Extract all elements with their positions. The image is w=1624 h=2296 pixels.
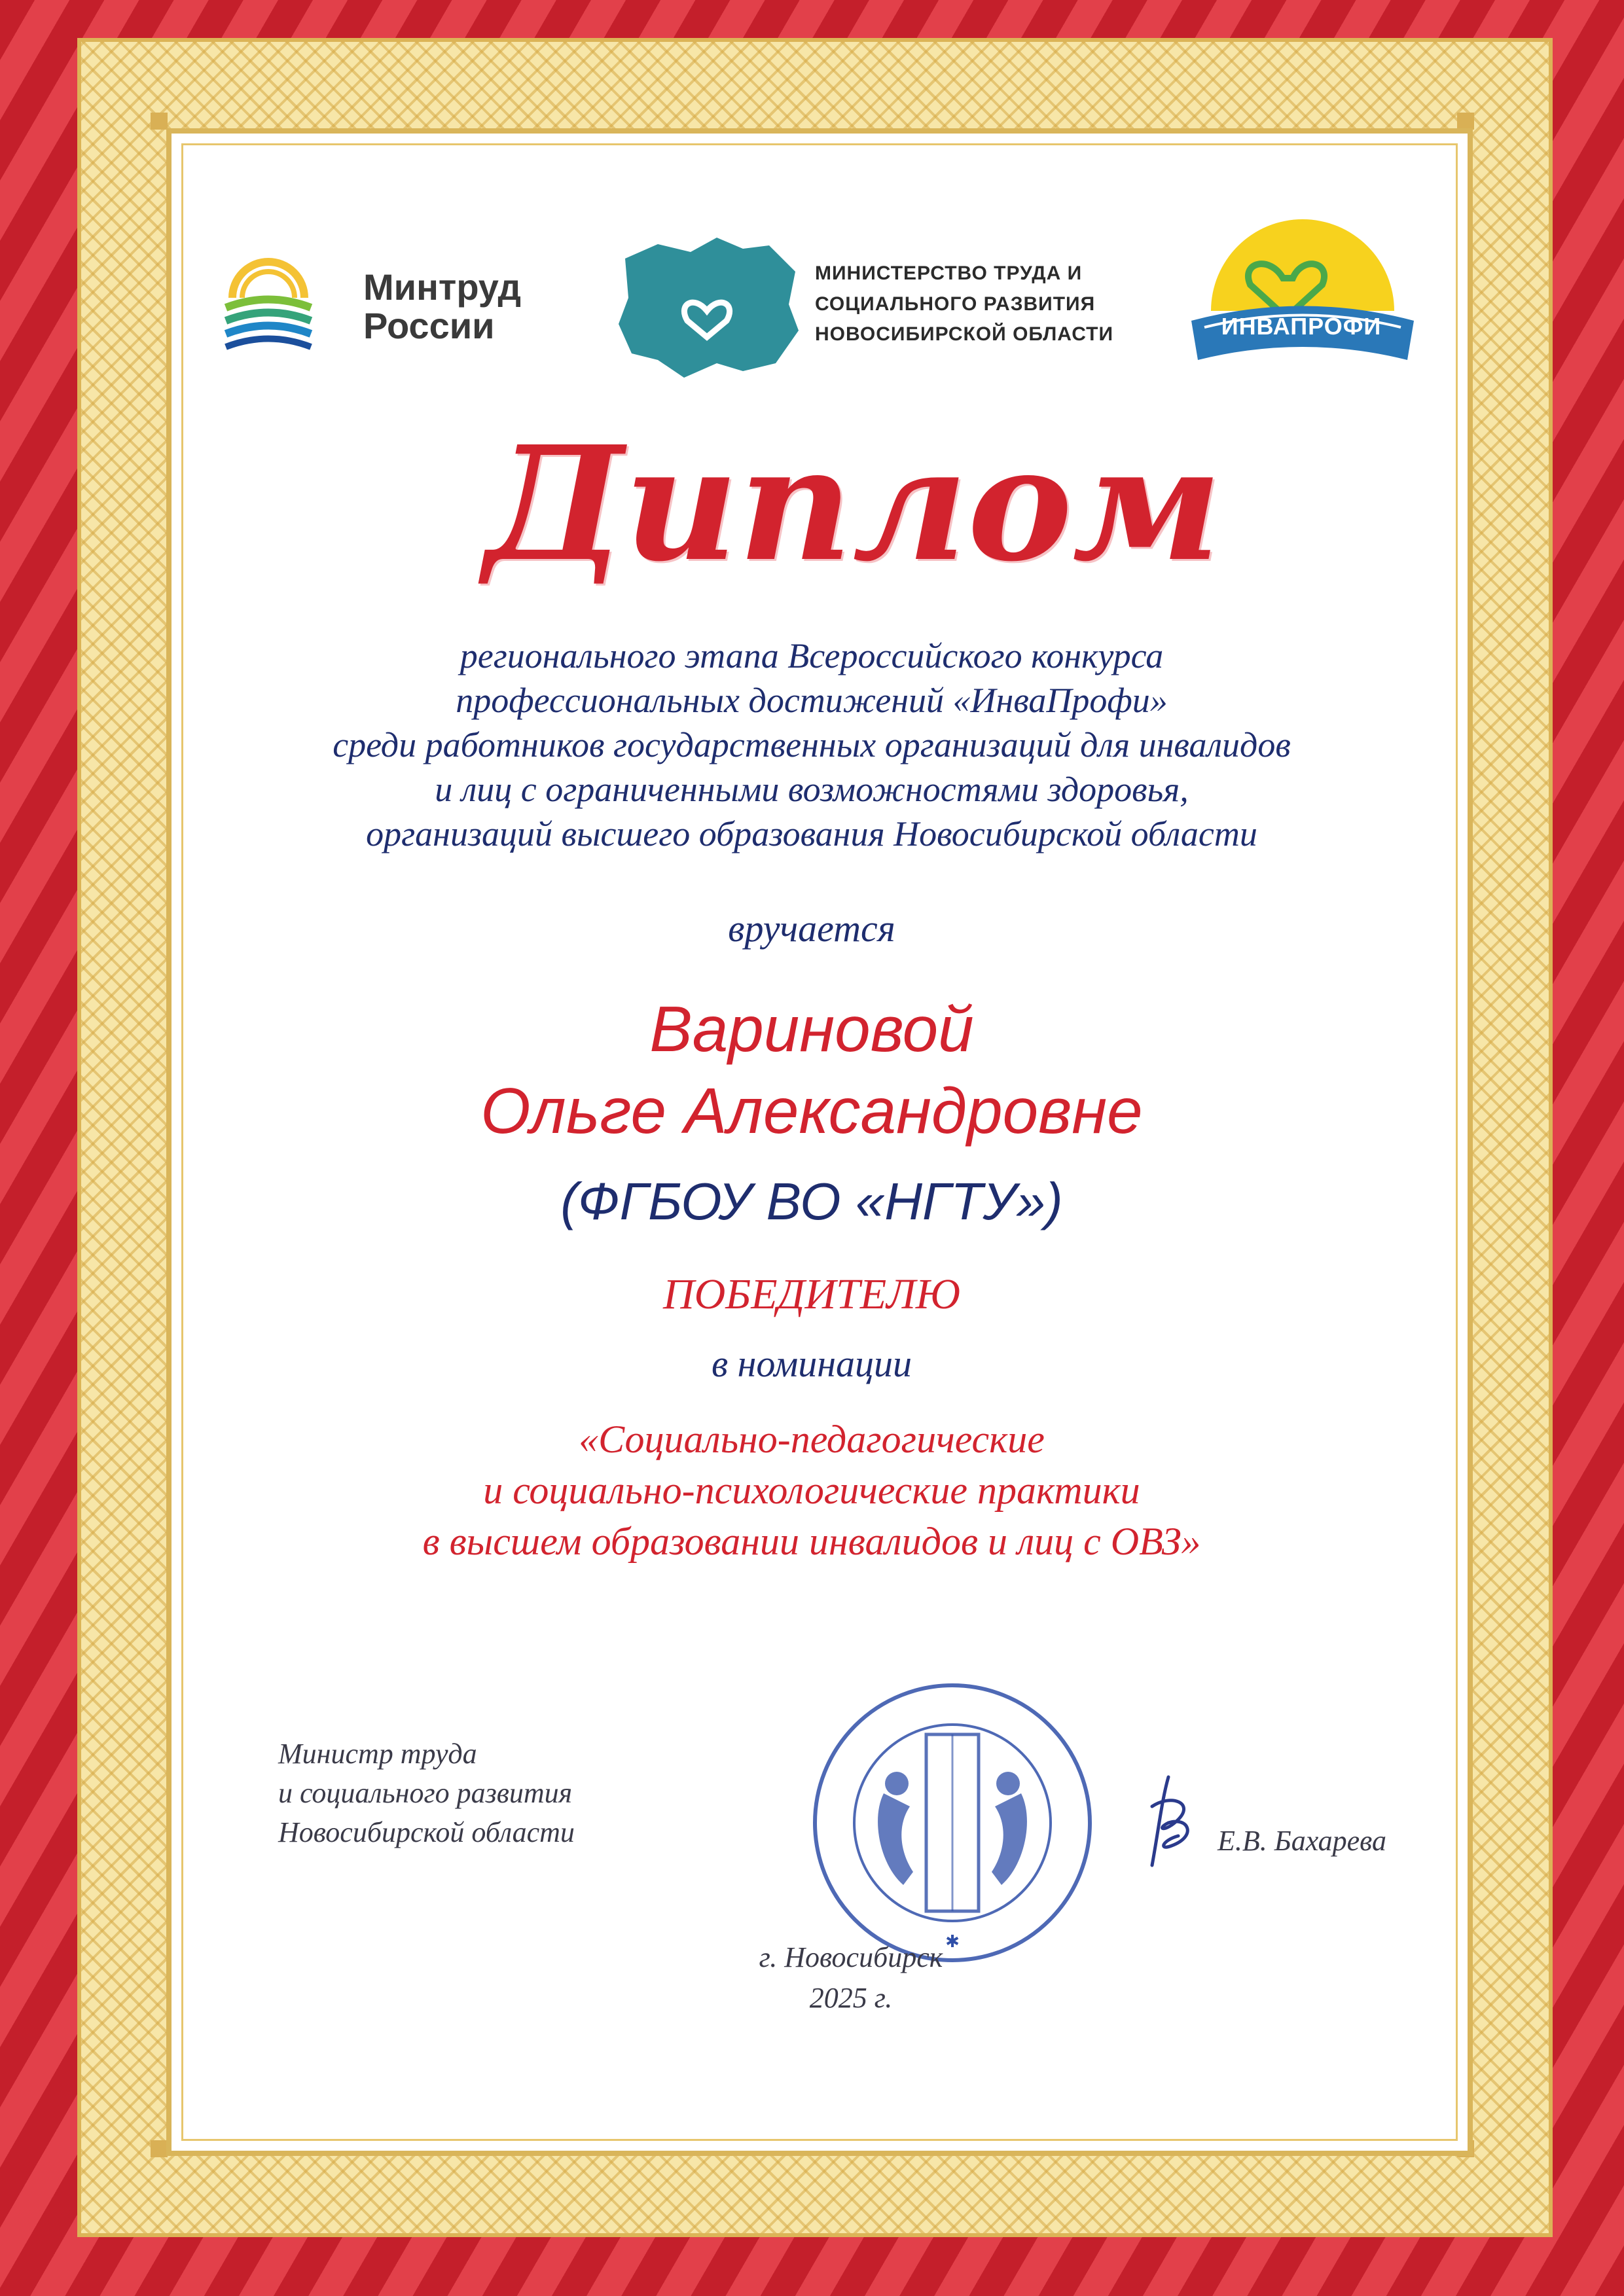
description-line: регионального этапа Всероссийского конкурса [460, 636, 1164, 675]
mintrud-logo-name: Минтруд России [363, 266, 522, 346]
nomination-intro: в номинации [711, 1342, 912, 1385]
ministry-logo-line: НОВОСИБИРСКОЙ ОБЛАСТИ [815, 323, 1113, 345]
nomination-title [262, 1414, 1362, 1567]
awarded-text: вручается [728, 907, 895, 950]
award-status: ПОБЕДИТЕЛЮ [662, 1270, 961, 1318]
nomination-line: в высшем образовании инвалидов и лиц с ОВЗ» [422, 1520, 1201, 1563]
handwritten-signature [1132, 1767, 1211, 1878]
svg-text:✱: ✱ [945, 1932, 960, 1952]
recipient-name [262, 988, 1362, 1152]
invaprofi-sun-book-icon [1178, 193, 1427, 376]
city: г. Новосибирск [759, 1941, 943, 1973]
year: 2025 г. [809, 1982, 893, 2014]
signer-title-line: и социального развития [278, 1777, 573, 1809]
ministry-logo-line: МИНИСТЕРСТВО ТРУДА И [815, 262, 1083, 284]
recipient-surname: Вариновой [649, 993, 974, 1065]
signer-title [278, 1734, 704, 1852]
diploma-title: Диплом [484, 412, 1222, 596]
place-and-date [713, 1937, 988, 2018]
frame-corner-ornament [1457, 113, 1474, 130]
contest-description [262, 634, 1362, 856]
signer-name: Е.В. Бахарева [1218, 1825, 1386, 1857]
signer-title-line: Министр труда [278, 1738, 477, 1770]
frame-corner-ornament [151, 113, 168, 130]
mintrud-emblem-icon [219, 252, 317, 350]
description-line: организаций высшего образования Новосибирской области [366, 814, 1257, 853]
signer-title-line: Новосибирской области [278, 1816, 575, 1848]
description-line: среди работников государственных организаций для инвалидов [333, 725, 1291, 764]
frame-corner-ornament [151, 2140, 168, 2157]
description-line: и лиц с ограниченными возможностями здоровья, [435, 770, 1189, 809]
nomination-line: и социально-психологические практики [483, 1469, 1140, 1512]
nomination-line: «Социально-педагогические [579, 1418, 1045, 1461]
ministry-logo-line: СОЦИАЛЬНОГО РАЗВИТИЯ [815, 293, 1096, 315]
recipient-given-names: Ольге Александровне [480, 1075, 1143, 1147]
recipient-organization: (ФГБОУ ВО «НГТУ») [560, 1172, 1063, 1230]
official-stamp [805, 1676, 1100, 1970]
ministry-logo-name [815, 259, 1182, 350]
description-line: профессиональных достижений «ИнваПрофи» [456, 681, 1168, 720]
novosibirsk-region-heart-icon [612, 232, 802, 383]
invaprofi-logo-label: ИНВАПРОФИ [1221, 313, 1382, 340]
